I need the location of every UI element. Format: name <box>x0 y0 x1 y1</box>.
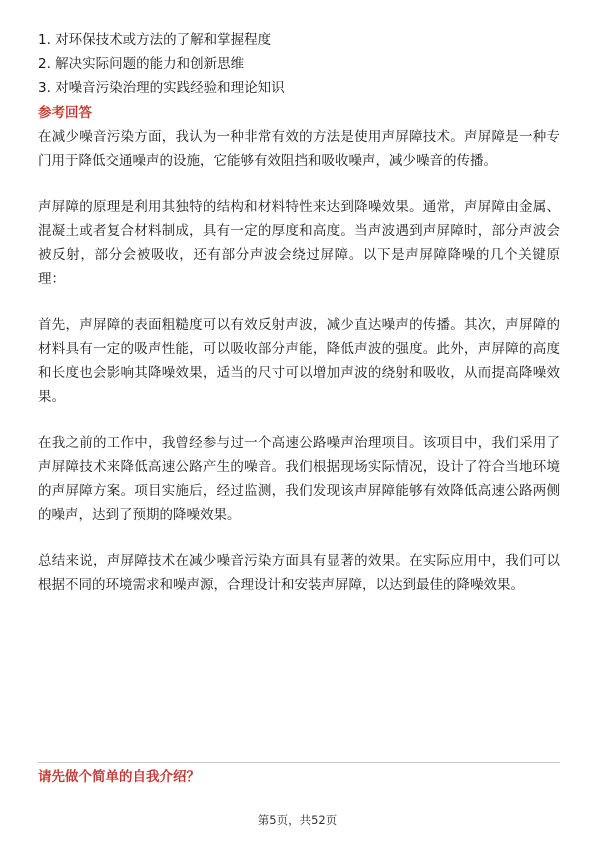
criteria-item: 2. 解决实际问题的能力和创新思维 <box>38 56 245 72</box>
page-footer: 第5页，共52页 <box>257 813 338 827</box>
section-divider <box>38 762 560 763</box>
answer-body <box>38 125 560 597</box>
answer-paragraph: 在减少噪音污染方面，我认为一种非常有效的方法是使用声屏障技术。声屏障是一种专门用于降低交通噪声的设施，它能够有效阻挡和吸收噪声，减少噪音的传播。 <box>38 129 560 169</box>
criteria-item: 1. 对环保技术或方法的了解和掌握程度 <box>38 32 272 48</box>
criteria-item: 3. 对噪音污染治理的实践经验和理论知识 <box>38 80 285 96</box>
answer-paragraph: 首先，声屏障的表面粗糙度可以有效反射声波，减少直达噪声的传播。其次，声屏障的材料具有一定的吸声性能，可以吸收部分声能，降低声波的强度。此外，声屏障的高度和长度也会影响其降噪效果，适当的尺寸可以增加声波的绕射和吸收，从而提高降噪效果。 <box>38 317 560 405</box>
answer-heading: 参考回答 <box>38 105 92 121</box>
next-question-heading: 请先做个简单的自我介绍？ <box>38 769 200 785</box>
answer-paragraph: 声屏障的原理是利用其独特的结构和材料特性来达到降噪效果。通常，声屏障由金属、混凝土或者复合材料制成，具有一定的厚度和高度。当声波遇到声屏障时，部分声波会被反射，部分会被吸收，还有部分声波会绕过屏障。以下是声屏障降噪的几个关键原理： <box>38 199 560 287</box>
page-content <box>38 28 560 597</box>
answer-paragraph: 总结来说，声屏障技术在减少噪音污染方面具有显著的效果。在实际应用中，我们可以根据不同的环境需求和噪声源，合理设计和安装声屏障，以达到最佳的降噪效果。 <box>38 553 560 593</box>
evaluation-criteria-list <box>38 28 560 100</box>
answer-paragraph: 在我之前的工作中，我曾经参与过一个高速公路噪声治理项目。该项目中，我们采用了声屏障技术来降低高速公路产生的噪音。我们根据现场实际情况，设计了符合当地环境的声屏障方案。项目实施后，经过监测，我们发现该声屏障能够有效降低高速公路两侧的噪声，达到了预期的降噪效果。 <box>38 435 560 523</box>
